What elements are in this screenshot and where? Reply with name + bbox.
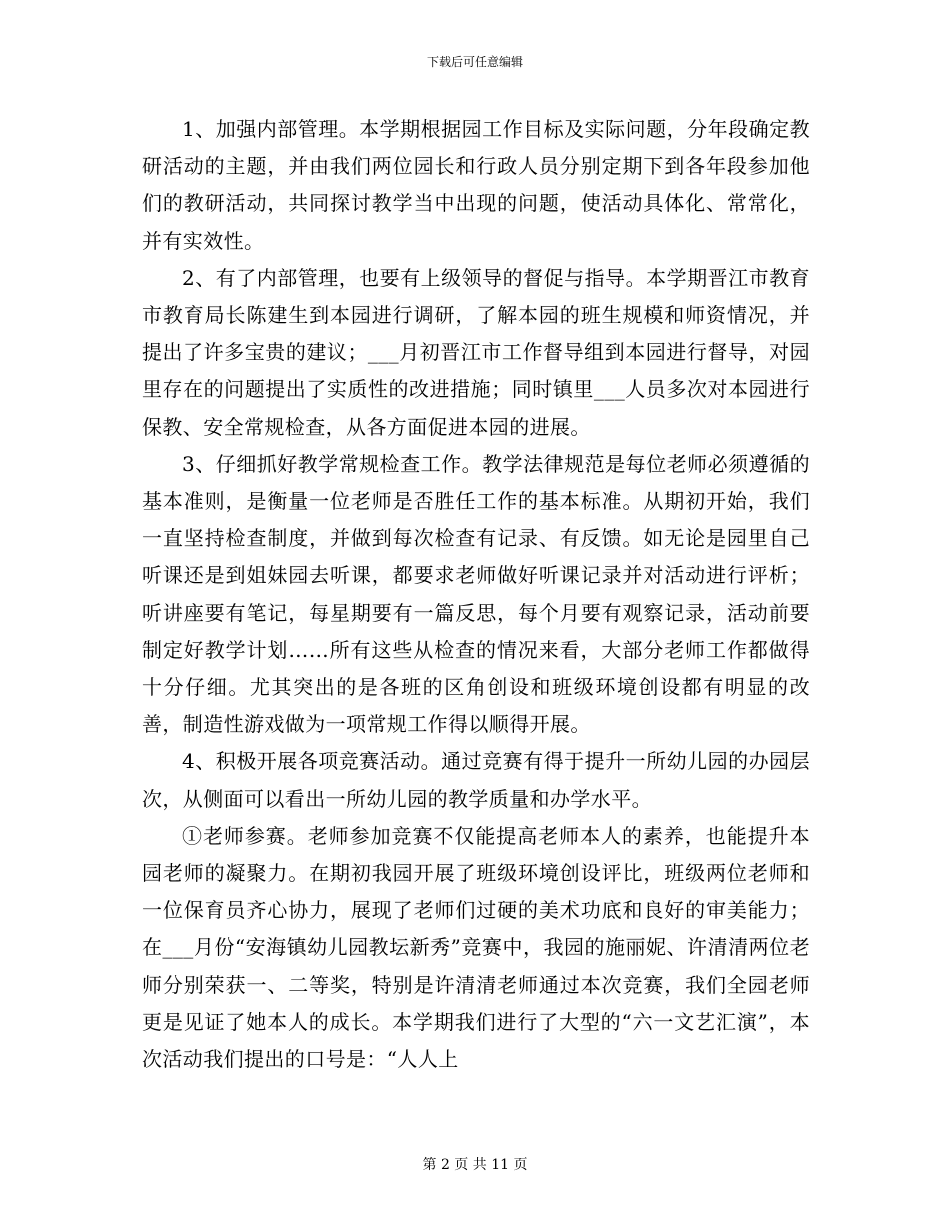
paragraph-teacher-contests: ①老师参赛。老师参加竞赛不仅能提高老师本人的素养，也能提升本园老师的凝聚力。在期初我园开展了班级环境创设评比，班级两位老师和一位保育员齐心协力，展现了老师们过硬的美术功底和良好的审美能力；在___月份“安海镇幼儿园教坛新秀”竞赛中，我园的施丽妮、许清清两位老师分别荣获一、二等奖，特别是许清清老师通过本次竞赛，我们全园老师更是见证了她本人的成长。本学期我们进行了大型的“六一文艺汇演”，本次活动我们提出的口号是：“人人上 <box>142 823 810 1072</box>
paragraph-supervision: 2、有了内部管理，也要有上级领导的督促与指导。本学期晋江市教育市教育局长陈建生到本园进行调研，了解本园的班生规模和师资情况，并提出了许多宝贵的建议；___月初晋江市工作督导组到本园进行督导，对园里存在的问题提出了实质性的改进措施；同时镇里___人员多次对本园进行保教、安全常规检查，从各方面促进本园的进展。 <box>142 265 810 439</box>
document-body <box>142 111 810 1078</box>
paragraph-internal-management: 1、加强内部管理。本学期根据园工作目标及实际问题，分年段确定教研活动的主题，并由我们两位园长和行政人员分别定期下到各年段参加他们的教研活动，共同探讨教学当中出现的问题，使活动具体化、常常化，并有实效性。 <box>142 117 810 253</box>
paragraph-teaching-inspection: 3、仔细抓好教学常规检查工作。教学法律规范是每位老师必须遵循的基本准则，是衡量一位老师是否胜任工作的基本标准。从期初开始，我们一直坚持检查制度，并做到每次检查有记录、有反馈。如无论是园里自己听课还是到姐妹园去听课，都要求老师做好听课记录并对活动进行评析；听讲座要有笔记，每星期要有一篇反思，每个月要有观察记录，活动前要制定好教学计划……所有这些从检查的情况来看，大部分老师工作都做得十分仔细。尤其突出的是各班的区角创设和班级环境创设都有明显的改善，制造性游戏做为一项常规工作得以顺得开展。 <box>142 451 810 737</box>
page-header-note: 下载后可任意编辑 <box>426 55 523 69</box>
page-number: 第 2 页 共 11 页 <box>422 1157 528 1173</box>
paragraph-competitions: 4、积极开展各项竞赛活动。通过竞赛有得于提升一所幼儿园的办园层次，从侧面可以看出一所幼儿园的教学质量和办学水平。 <box>142 749 810 811</box>
